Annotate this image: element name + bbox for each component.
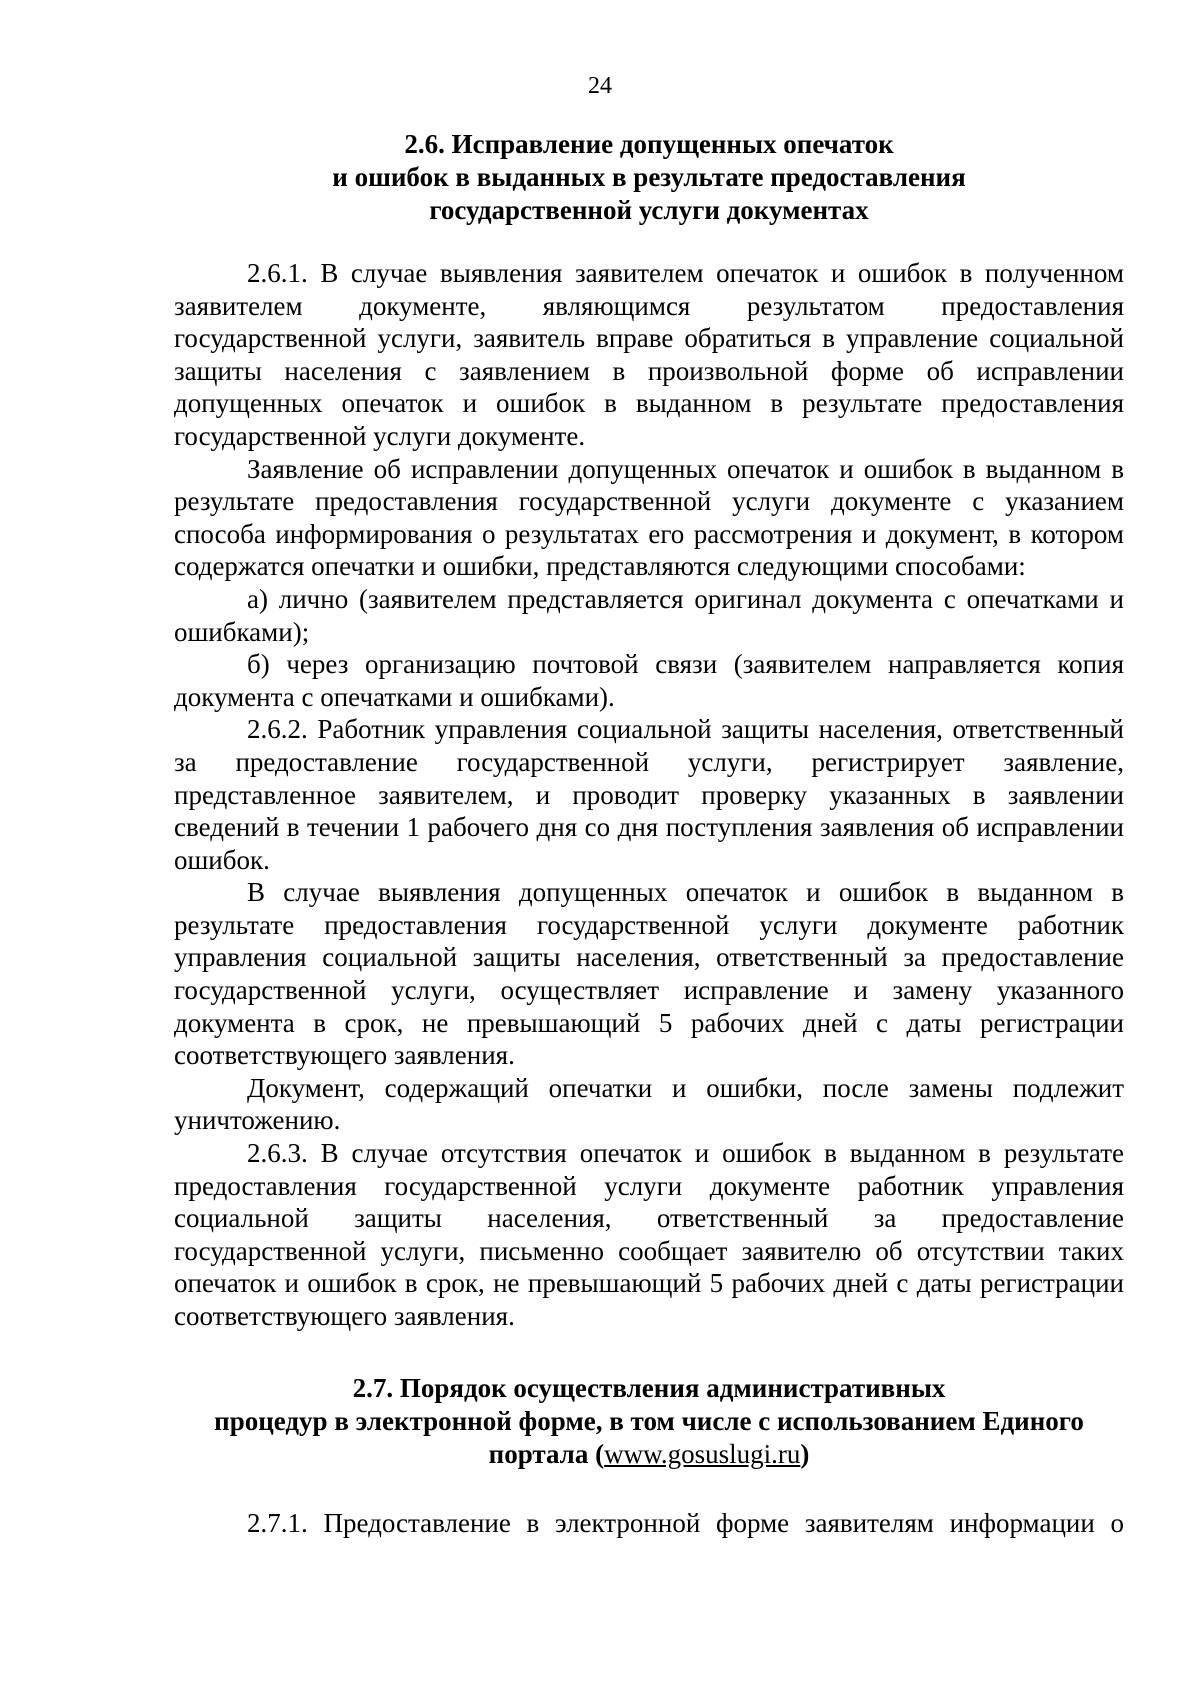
- paragraph-2-6-3: 2.6.3. В случае отсутствия опечаток и ошибок в выданном в результате предоставления государственной услуги документе работник управления социальной защиты населения, ответственный за предоставление государственной услуги, письменно сообщает заявителю об отсутствии таких опечаток и ошибок в срок, не превышающий 5 рабочих дней с даты регистрации соответствующего заявления.: [174, 1138, 1124, 1331]
- paragraph-2-7-1: 2.7.1. Предоставление в электронной форме заявителям информации о: [247, 1507, 1124, 1538]
- paragraph-destruction: Документ, содержащий опечатки и ошибки, после замены подлежит уничтожению.: [174, 1072, 1124, 1136]
- heading-suffix: ): [800, 1438, 810, 1469]
- paragraph-option-a: а) лично (заявителем представляется оригинал документа с опечатками и ошибками);: [174, 583, 1124, 647]
- heading-prefix: портала (: [488, 1438, 605, 1469]
- section-2-6-heading-line: государственной услуги документах: [429, 195, 869, 225]
- section-2-6-heading-line: 2.6. Исправление допущенных опечаток: [404, 129, 894, 159]
- paragraph-option-b: б) через организацию почтовой связи (заявителем направляется копия документа с опечатками и ошибками).: [174, 649, 1124, 712]
- page-number: 24: [588, 73, 612, 99]
- section-2-7-heading-line: процедур в электронной форме, в том числе с использованием Единого: [214, 1405, 1084, 1436]
- paragraph-correction: В случае выявления допущенных опечаток и ошибок в выданном в результате предоставления государственной услуги документе работник управления социальной защиты населения, ответственный за предоставление государственной услуги, осуществляет исправление и замену указанного документа в срок, не превышающий 5 рабочих дней с даты регистрации соответствующего заявления.: [174, 877, 1124, 1071]
- gosuslugi-link[interactable]: www.gosuslugi.ru: [604, 1438, 801, 1469]
- paragraph-2-6-2: 2.6.2. Работник управления социальной защиты населения, ответственный за предоставление государственной услуги, регистрирует заявление, представленное заявителем, и проводит проверку указанных в заявлении сведений в течении 1 рабочего дня со дня поступления заявления об исправлении ошибок.: [174, 714, 1124, 875]
- section-2-7-heading-line: 2.7. Порядок осуществления административных: [352, 1372, 946, 1403]
- section-2-6-heading-line: и ошибок в выданных в результате предоставления: [332, 162, 966, 192]
- section-2-7-heading-line: [174, 1438, 1124, 1471]
- section-2-6-heading: [174, 128, 1124, 227]
- paragraph-application-ways: Заявление об исправлении допущенных опечаток и ошибок в выданном в результате предоставления государственной услуги документе с указанием способа информирования о результатах его рассмотрения и документ, в котором содержатся опечатки и ошибки, представляются следующими способами:: [174, 453, 1124, 582]
- section-2-7-heading: [174, 1372, 1124, 1471]
- document-body: [174, 128, 1124, 1539]
- paragraph-2-6-1: 2.6.1. В случае выявления заявителем опечаток и ошибок в полученном заявителем документе, являющимся результатом предоставления государственной услуги, заявитель вправе обратиться в управление социальной защиты населения с заявлением в произвольной форме об исправлении допущенных опечаток и ошибок в выданном в результате предоставления государственной услуги документе.: [174, 258, 1124, 451]
